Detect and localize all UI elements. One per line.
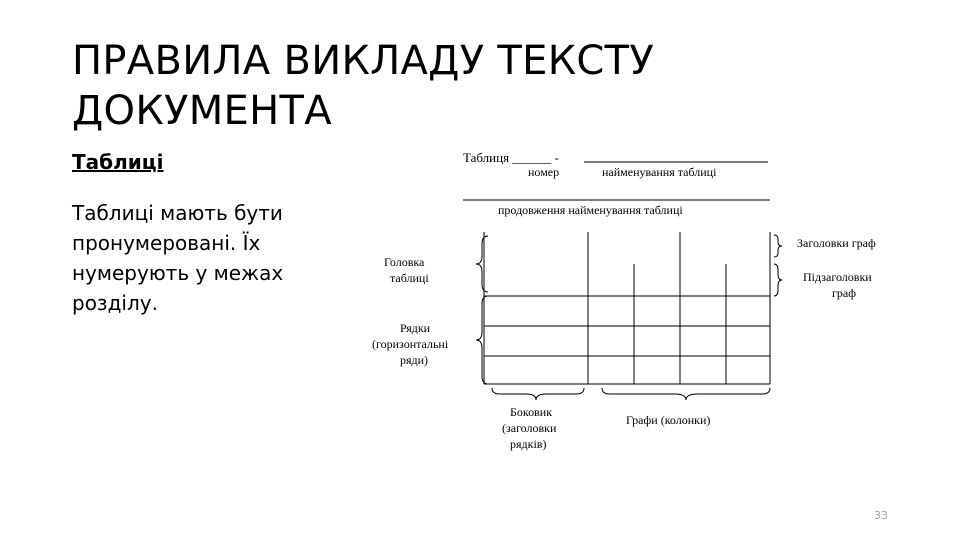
label-columns: Графи (колонки) — [626, 413, 711, 427]
label-table-head-1: Головка — [384, 255, 425, 269]
brace-columns — [602, 388, 770, 400]
label-table-head-2: таблиці — [390, 271, 429, 285]
brace-column-subheaders — [774, 264, 782, 296]
table-grid — [484, 232, 770, 384]
caption-prefix: Таблиця ______ - — [463, 150, 559, 165]
label-rows-1: Рядки — [400, 321, 431, 335]
brace-table-head — [476, 236, 488, 292]
label-column-headers: Заголовки граф — [797, 236, 876, 250]
caption-name-label: найменування таблиці — [602, 165, 717, 179]
brace-table-rows — [476, 296, 488, 384]
table-structure-figure — [350, 140, 910, 470]
page-number: 33 — [874, 509, 888, 522]
label-stub-3: рядків) — [510, 437, 547, 451]
subheading: Таблиці — [72, 150, 164, 174]
label-stub-1: Боковик — [510, 405, 553, 419]
label-column-subheaders-1: Підзаголовки — [803, 270, 872, 284]
slide-title — [72, 36, 892, 136]
slide-title-line-2: ДОКУМЕНТА — [72, 88, 332, 134]
caption-continuation-label: продовження найменування таблиці — [498, 203, 683, 217]
table-diagram — [350, 140, 910, 470]
brace-column-headers — [774, 235, 782, 257]
label-stub-2: (заголовки — [502, 421, 557, 435]
caption-number-label: номер — [528, 165, 560, 179]
brace-stub — [492, 388, 584, 400]
body-paragraph: Таблиці мають бути пронумеровані. Їх нумерують у межах розділу. — [72, 201, 284, 315]
label-rows-2: (горизонтальні — [372, 337, 449, 351]
label-rows-3: ряди) — [400, 353, 429, 367]
label-column-subheaders-2: граф — [832, 286, 857, 300]
slide-title-line-1: ПРАВИЛА ВИКЛАДУ ТЕКСТУ — [72, 38, 655, 84]
